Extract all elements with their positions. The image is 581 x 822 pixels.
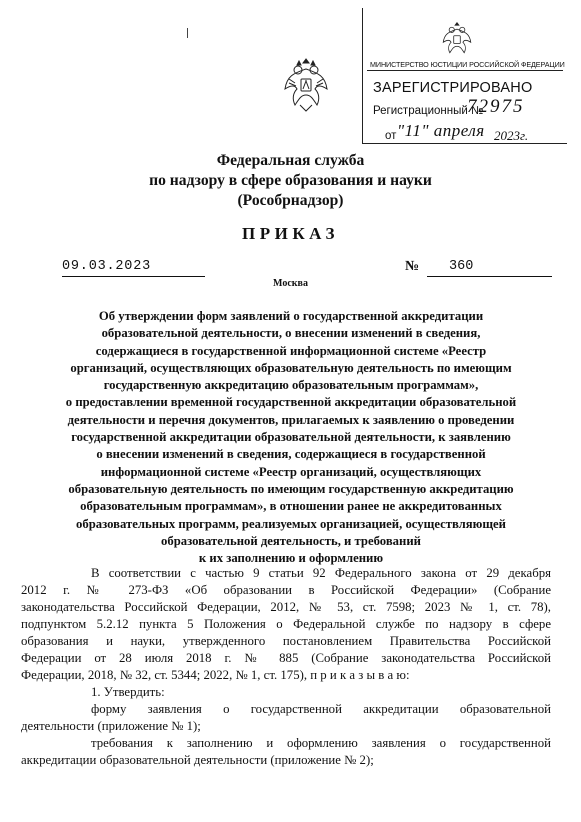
stamp-reg-label: Регистрационный № [373, 105, 484, 117]
stamp-registered: ЗАРЕГИСТРИРОВАНО [373, 80, 533, 96]
body-line: форму заявления о государственной аккредитации образовательной [91, 702, 551, 716]
stamp-ministry: МИНИСТЕРСТВО ЮСТИЦИИ РОССИЙСКОЙ ФЕДЕРАЦИИ [370, 60, 565, 69]
order-number: 360 [427, 259, 552, 277]
title-line: образовательной деятельности, о внесении изменений в сведения, [101, 326, 481, 341]
title-line: о предоставлении временной государственной аккредитации образовательной [65, 395, 517, 410]
order-title [36, 308, 546, 567]
title-line: содержащиеся в государственной информационной системе «Реестр [95, 343, 487, 358]
coat-of-arms-icon [283, 55, 329, 113]
title-line: информационной системе «Реестр организаций, осуществляющих [100, 464, 482, 479]
title-line: образовательной деятельность, и требований [161, 533, 421, 548]
agency-short-name: (Рособрнадзор) [237, 192, 344, 209]
document-type: ПРИКАЗ [242, 224, 339, 243]
body-line: 1. Утвердить: [91, 685, 165, 699]
city: Москва [273, 278, 308, 289]
body-line: требования к заполнению и оформлению заявления о государственной [91, 736, 551, 750]
title-line: государственную аккредитацию образовательным программам», [103, 378, 479, 393]
stamp-divider [367, 70, 563, 71]
stamp-date-prefix: от [385, 130, 397, 142]
agency-scope: по надзору в сфере образования и науки [149, 172, 432, 189]
title-line: государственной аккредитации образовательной деятельности, к заявлению [71, 430, 511, 445]
body-line: 2012 г. № 273-ФЗ «Об образовании в Российской Федерации» (Собрание [21, 583, 551, 597]
body-line: Федерации от 28 июля 2018 г. № 885 (Собрание законодательства Российской [21, 651, 551, 665]
title-line: образовательным программам», в отношении ранее не аккредитованных [80, 499, 502, 514]
stamp-date-handwritten: "11" апреля [397, 121, 485, 140]
title-line: образовательную деятельность по имеющим государственную аккредитацию [68, 481, 514, 496]
body-line: законодательства Российской Федерации, 2012, № 53, ст. 7598; 2023 № 1, ст. 78), [21, 600, 551, 614]
stamp-coat-of-arms-icon [439, 20, 475, 58]
agency-name: Федеральная служба [216, 152, 365, 169]
body-line: В соответствии с частью 9 статьи 92 Федерального закона от 29 декабря [91, 566, 551, 580]
title-line: образовательных программ, реализуемых организацией, осуществляющей [76, 516, 506, 531]
number-sign: № [405, 259, 420, 274]
title-line: о внесении изменений в сведения, содержащиеся в государственной [96, 447, 486, 462]
order-date: 09.03.2023 [62, 259, 205, 277]
registration-stamp [362, 8, 567, 144]
title-line: к их заполнению и оформлению [198, 551, 384, 566]
title-line: организаций, осуществляющих образовательную деятельность по имеющим [70, 360, 512, 375]
scan-mark [187, 28, 190, 38]
title-line: деятельности и перечня документов, прилагаемых к заявлению о проведении [67, 412, 515, 427]
stamp-reg-number: 72975 [467, 96, 525, 117]
body-line: аккредитации образовательной деятельности (приложение № 2); [21, 753, 374, 767]
stamp-date-year: 2023г. [494, 128, 529, 143]
body-line: деятельности (приложение № 1); [21, 719, 201, 733]
body-line: подпунктом 5.2.12 пункта 5 Положения о Федеральной службе по надзору в сфере [21, 617, 551, 631]
order-body [21, 565, 551, 769]
body-line: образования и науки, утвержденного постановлением Правительства Российской [21, 634, 551, 648]
title-line: Об утверждении форм заявлений о государственной аккредитации [98, 309, 484, 323]
body-line: Федерации, 2018, № 32, ст. 5344; 2022, № 1, ст. 175), п р и к а з ы в а ю: [21, 668, 410, 682]
